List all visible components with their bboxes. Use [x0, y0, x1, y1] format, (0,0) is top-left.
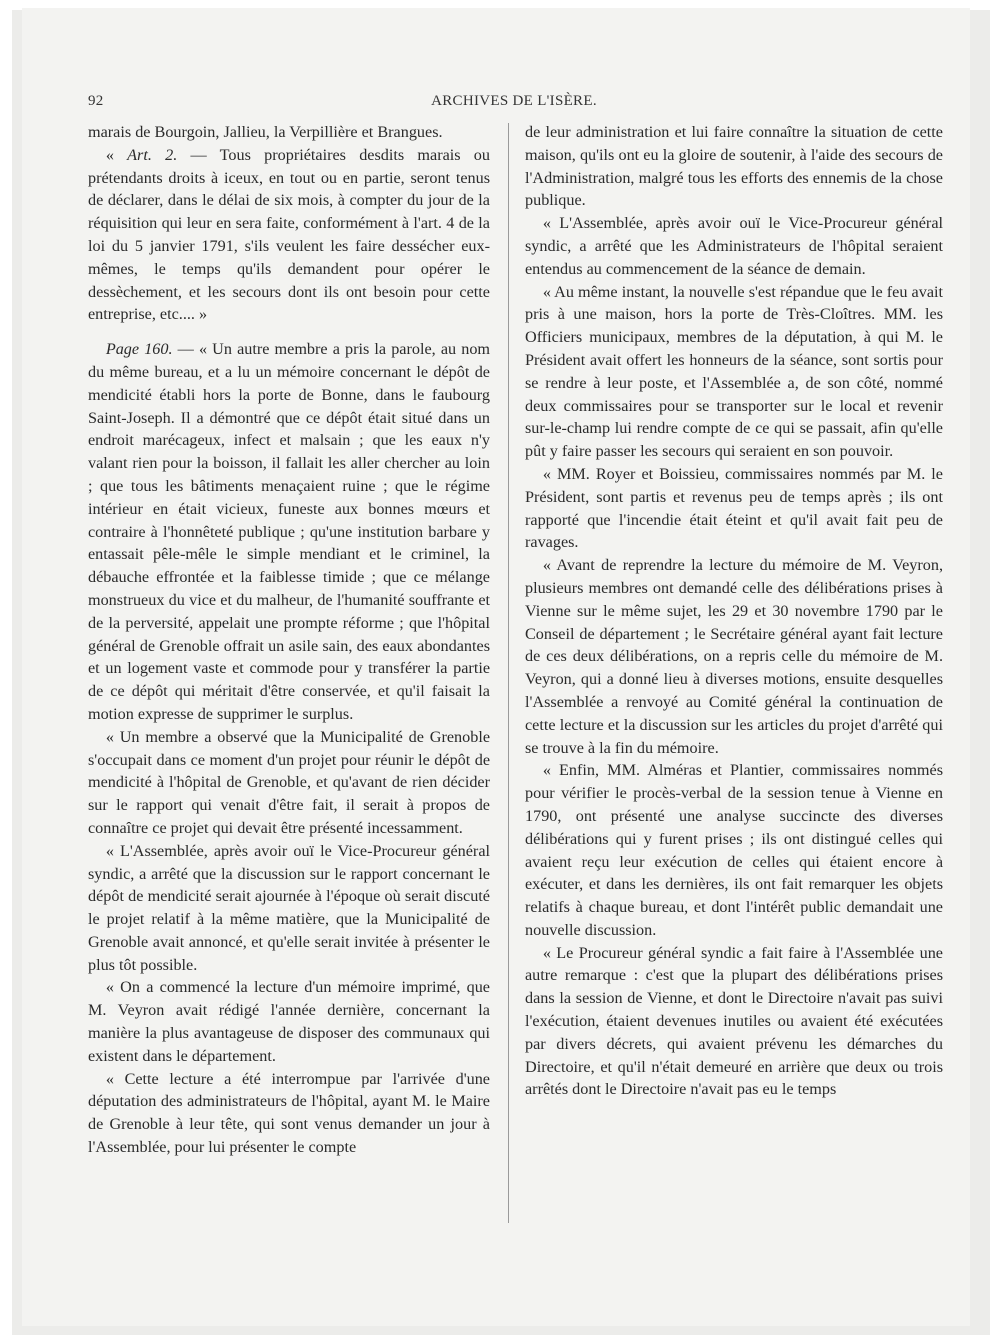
paragraph-text: « On a commencé la lecture d'un mémoire imprimé, que M. Veyron avait rédigé l'année dernière, concernant la manière la plus avantageuse de disposer des communaux qui existent dans le département. [88, 978, 490, 1065]
left-column [88, 121, 490, 1159]
paragraph [525, 463, 943, 554]
paragraph [88, 338, 490, 726]
paragraph [88, 121, 490, 144]
paragraph-lead: « [105, 145, 128, 164]
paragraph-text: « Enfin, MM. Alméras et Plantier, commissaires nommés pour vérifier le procès-verbal de la session tenue à Vienne en 1790, ont présenté une analyse succincte des diverses délibérations qui y furent prises ; ils ont distingué celles qui avaient reçu leur exécution de celles qui étaient encore à exécuter, et dans les dernières, ils ont fait remarquer les objets relatifs à chaque bureau, et dont l'intérêt public demandait une nouvelle discussion. [525, 761, 943, 939]
page-number: 92 [88, 93, 104, 109]
paragraph [88, 144, 490, 326]
paragraph-text: — « Un autre membre a pris la parole, au nom du même bureau, et a lu un mémoire concernant le dépôt de mendicité établi hors la porte de Bonne, dans le faubourg Saint-Joseph. Il a démontré que ce dépôt était situé dans un endroit marécageux, infect et malsain ; que les eaux n'y valant rien pour la boisson, il fallait les aller chercher au loin ; que tous les bâtiments menaçaient ruine ; que le régime intérieur en était vicieux, funeste aux bonnes mœurs et contraire à l'honnêteté publique ; qu'une institution barbare y entassait pêle-mêle le simple mendiant et le criminel, la débauche effrontée et la faiblesse timide ; que ce mélange monstrueux du vice et du malheur, de l'humanité souffrante et de la perversité, appelait une prompte réforme ; que l'hôpital général de Grenoble offrait un asile sain, des eaux abondantes et un logement vaste et commode pour y transférer la partie de ce dépôt qui méritait d'être conservée, et qu'il faisait la motion expresse de supprimer le surplus. [88, 340, 490, 723]
paragraph [525, 759, 943, 941]
paragraph [525, 212, 943, 280]
article-label: Art. 2. [127, 145, 178, 164]
paragraph-text: « Un membre a observé que la Municipalité de Grenoble s'occupait dans ce moment d'un projet pour réunir le dépôt de mendicité à l'hôpital de Grenoble, et qu'avant de rien décider sur le rapport qui venait d'être fait, il serait à propos de connaître ce projet qui devait être présenté incessamment. [88, 727, 490, 837]
paragraph-text: « L'Assemblée, après avoir ouï le Vice-Procureur général syndic, a arrêté que la discussion sur le rapport concernant le dépôt de mendicité serait ajournée à l'époque où serait discuté le projet relatif à la même matière, que la Municipalité de Grenoble avait annoncé, et qu'elle serait invitée à présenter le plus tôt possible. [88, 841, 490, 974]
running-header [88, 93, 940, 113]
paragraph-text: — Tous propriétaires desdits marais ou prétendants droits à iceux, en tout ou en partie, seront tenus de déclarer, dans le délai de six mois, à compter du jour de la réquisition qui leur en sera faite, conformément à l'art. 4 de la loi du 5 janvier 1791, s'ils veulent les faire dessécher eux-mêmes, le temps qu'ils demandent pour opérer le dessèchement, et les secours dont ils ont besoin pour cette entreprise, etc.... » [88, 145, 490, 324]
paragraph-text: « Au même instant, la nouvelle s'est répandue que le feu avait pris à une maison, hors la porte de Très-Cloîtres. MM. les Officiers municipaux, membres de la députation, à qui M. le Président avait offert les honneurs de la séance, sont sortis pour se rendre à leur poste, et l'Assemblée a, de son côté, nommé deux commissaires pour se transporter sur le local et revenir sur-le-champ lui rendre compte de ce qui se passait, afin qu'elle pût y faire passer les secours qui seraient en son pouvoir. [525, 282, 943, 461]
paragraph [88, 840, 490, 977]
paragraph [88, 976, 490, 1067]
column-divider [508, 123, 509, 1223]
paragraph-text: « Le Procureur général syndic a fait faire à l'Assemblée une autre remarque : c'est que la plupart des délibérations prises dans la session de Vienne, et dont le Directoire n'avait pas suivi l'exécution, étaient devenues inutiles ou avaient été exécutées par divers décrets, qui avaient prévenu les démarches du Directoire, et qu'il n'était demeuré en arrière que deux ou trois arrêtés dont le Directoire n'avait pas eu le temps [525, 943, 943, 1099]
page-reference: Page 160. [105, 340, 173, 359]
paragraph-text: « Cette lecture a été interrompue par l'arrivée d'une députation des administrateurs de l'hôpital, ayant M. le Maire de Grenoble à leur tête, qui sont venus demander un jour à l'Assemblée, pour lui présenter le compte [88, 1069, 490, 1157]
paragraph [88, 726, 490, 840]
paragraph [88, 1068, 490, 1159]
running-title: ARCHIVES DE L'ISÈRE. [431, 93, 597, 109]
right-column [525, 121, 943, 1101]
paragraph [525, 121, 943, 212]
paragraph-text: « MM. Royer et Boissieu, commissaires nommés par M. le Président, sont partis et revenus peu de temps après ; ils ont rapporté que l'incendie était éteint et qu'il avait fait peu de ravages. [525, 464, 943, 552]
paragraph [525, 281, 943, 463]
paragraph-text: « L'Assemblée, après avoir ouï le Vice-Procureur général syndic, a arrêté que les Administrateurs de l'hôpital seraient entendus au commencement de la séance de demain. [525, 214, 943, 278]
paragraph [525, 942, 943, 1102]
paragraph-text: marais de Bourgoin, Jallieu, la Verpillière et Brangues. [88, 123, 443, 141]
paragraph-text: « Avant de reprendre la lecture du mémoire de M. Veyron, plusieurs membres ont demandé celle des délibérations prises à Vienne sur le même sujet, les 29 et 30 novembre 1790 par le Conseil de département ; le Secrétaire général ayant fait lecture de ces deux délibérations, on a repris celle du mémoire de M. Veyron, qui a donné lieu à diverses motions, ensuite desquelles l'Assemblée a renvoyé au Comité général la continuation de cette lecture et la discussion sur les articles du projet d'arrêté qui se trouve à la fin du mémoire. [525, 556, 943, 757]
paragraph [525, 554, 943, 759]
paragraph-text: de leur administration et lui faire connaître la situation de cette maison, qu'ils ont eu la gloire de soutenir, à l'aide des secours de l'Administration, malgré tous les efforts des ennemis de la chose publique. [525, 123, 943, 210]
